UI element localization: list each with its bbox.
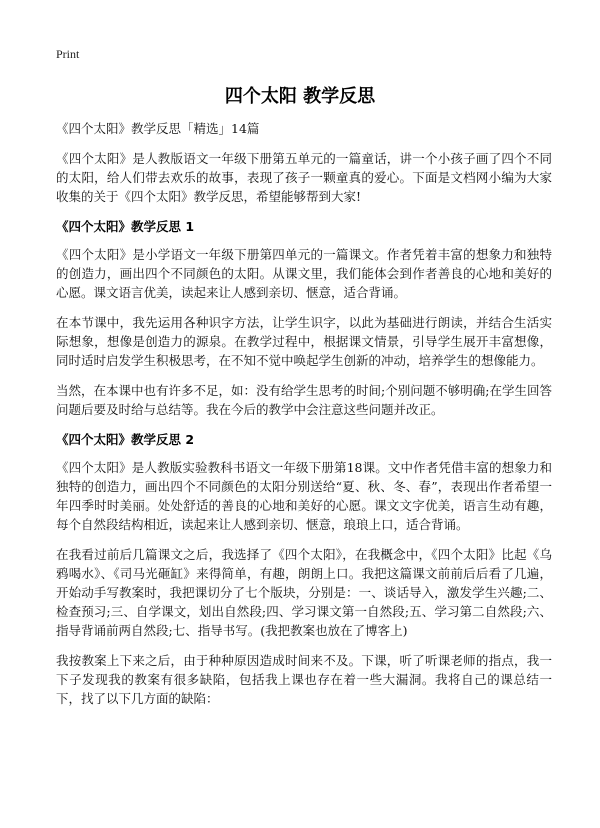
- page-title: 四个太阳 教学反思: [224, 86, 376, 107]
- section-heading: 《四个太阳》教学反思 2: [56, 432, 195, 447]
- intro-paragraph: 《四个太阳》是人教版语文一年级下册第五单元的一篇童话，讲一个小孩子画了四个不同的太阳，给人们带去欢乐的故事，表现了孩子一颗童真的爱心。下面是文档网小编为大家收集的关于《四个太阳》教学反思，希望能够帮到大家!: [56, 151, 552, 204]
- paragraph: 在我看过前后几篇课文之后，我选择了《四个太阳》，在我概念中，《四个太阳》比起《乌鸦喝水》、《司马光砸缸》来得简单，有趣，朗朗上口。我把这篇课文前前后后看了几遍，开始动手写教案时，我把课切分了七个版块，分别是：一、谈话导入，激发学生兴趣;二、检查预习;三、自学课文，划出自然段;四、学习课文第一自然段;五、学习第二自然段;六、指导背诵前两自然段;七、指导书写。(我把教案也放在了博客上): [56, 547, 552, 638]
- print-link[interactable]: Print: [56, 47, 80, 61]
- paragraph: 当然，在本课中也有许多不足，如：没有给学生思考的时间;个别问题不够明确;在学生回答问题后要及时给与总结等。我在今后的教学中会注意这些问题并改正。: [56, 383, 552, 417]
- paragraph: 我按教案上下来之后，由于种种原因造成时间来不及。下课，听了听课老师的指点，我一下子发现我的教案有很多缺陷，包括我上课也存在着一些大漏洞。我将自己的课总结一下，找了以下几方面的缺陷：: [56, 653, 552, 706]
- section-heading: 《四个太阳》教学反思 1: [56, 219, 195, 234]
- paragraph: 《四个太阳》是人教版实验教科书语文一年级下册第18课。文中作者凭借丰富的想象力和独特的创造力，画出四个不同颜色的太阳分别送给“夏、秋、冬、春”，表现出作者希望一年四季时时美丽。处处舒适的善良的心地和美好的心愿。课文文字优美，语言生动有趣，每个自然段结构相近，读起来让人感到亲切、惬意，琅琅上口，适合背诵。: [56, 460, 552, 532]
- article-body: [56, 119, 552, 719]
- article-subtitle: 《四个太阳》教学反思「精选」14篇: [56, 121, 260, 136]
- section-1: [56, 217, 552, 419]
- paragraph: 《四个太阳》是小学语文一年级下册第四单元的一篇课文。作者凭着丰富的想象力和独特的创造力，画出四个不同颜色的太阳。从课文里，我们能体会到作者善良的心地和美好的心愿。课文语言优美，读起来让人感到亲切、惬意，适合背诵。: [56, 247, 552, 300]
- paragraph: 在本节课中，我先运用各种识字方法，让学生识字，以此为基础进行朗读，并结合生活实际想象，想像是创造力的源泉。在教学过程中，根据课文情景，引导学生展开丰富想像，同时适时启发学生积极思考，在不知不觉中唤起学生创新的冲动，培养学生的想像能力。: [56, 315, 552, 368]
- section-2: [56, 430, 552, 708]
